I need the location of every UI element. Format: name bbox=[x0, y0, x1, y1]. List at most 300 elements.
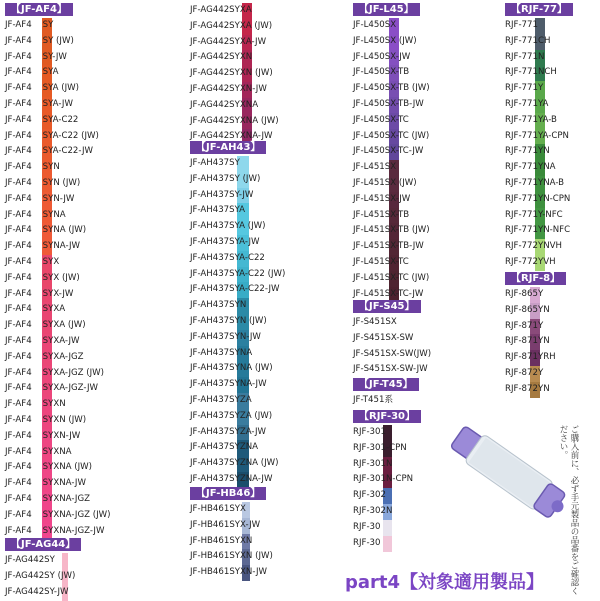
product-code bbox=[505, 319, 543, 334]
code-suffix: SX-TB (JW) bbox=[384, 83, 430, 94]
section-header-t45: 【JF-T45】 bbox=[353, 378, 419, 391]
code-series: 34 bbox=[31, 209, 43, 220]
code-suffix: XA bbox=[239, 5, 252, 15]
code-suffix: XN bbox=[239, 52, 253, 63]
code-prefix: RJF-8 bbox=[505, 304, 528, 315]
code-series: 34 bbox=[31, 193, 43, 204]
code-suffix: SX-TC (JW) bbox=[384, 130, 430, 141]
product-code bbox=[353, 393, 393, 408]
code-series: 42 bbox=[31, 415, 43, 425]
product-code bbox=[353, 144, 423, 159]
code-prefix: RJF-30 bbox=[353, 427, 381, 437]
code-suffix: SX-JW bbox=[384, 51, 411, 62]
product-code bbox=[190, 219, 266, 234]
code-series: 42 bbox=[31, 494, 43, 504]
code-suffix: 1 bbox=[532, 20, 538, 30]
code-prefix: JF-L450 bbox=[353, 146, 385, 157]
code-series: 34 bbox=[31, 99, 43, 109]
code-prefix: JF-L451 bbox=[353, 162, 385, 173]
code-prefix: JF-AF4 bbox=[5, 367, 32, 378]
code-suffix: SYX bbox=[42, 257, 60, 267]
product-code bbox=[190, 235, 259, 250]
code-suffix: 1N bbox=[532, 51, 545, 62]
product-code bbox=[5, 18, 53, 33]
code-suffix: XN bbox=[240, 535, 253, 546]
code-prefix: RJF-77 bbox=[505, 35, 533, 46]
code-prefix: RJF-8 bbox=[505, 289, 528, 299]
code-suffix: SYA-C22 (JW) bbox=[42, 130, 99, 141]
code-prefix: JF-HB461SY bbox=[190, 551, 241, 562]
code-prefix: JF-AF4 bbox=[5, 99, 32, 109]
product-code bbox=[353, 457, 392, 472]
product-code bbox=[190, 440, 258, 455]
code-prefix: JF-L450 bbox=[353, 114, 385, 125]
code-suffix: SYXN (JW) bbox=[42, 415, 87, 425]
code-prefix: RJF-77 bbox=[505, 83, 533, 94]
product-code bbox=[353, 347, 431, 362]
code-suffix: 1Y bbox=[532, 83, 544, 94]
code-suffix: 1YNA bbox=[532, 162, 556, 173]
code-suffix: YZNA-JW bbox=[234, 474, 273, 484]
product-code bbox=[5, 476, 86, 491]
section-header-rjf77: 【RJF-77】 bbox=[505, 3, 573, 16]
code-series: 34 bbox=[31, 162, 43, 173]
code-suffix: SX (JW) bbox=[384, 178, 417, 188]
product-code bbox=[505, 129, 569, 144]
code-suffix: YZA-JW bbox=[234, 426, 267, 437]
code-suffix: YA (JW) bbox=[234, 221, 266, 232]
code-suffix: SYX (JW) bbox=[42, 272, 80, 283]
code-suffix: SX-TB bbox=[384, 209, 410, 220]
code-suffix: SX-JW bbox=[384, 193, 411, 204]
code-prefix: JF-S451SX-SW(JW) bbox=[353, 348, 432, 359]
product-code bbox=[505, 97, 548, 112]
code-prefix: JF-L451 bbox=[353, 241, 385, 252]
filter-cartridge-image bbox=[440, 408, 580, 538]
code-series: 34 bbox=[31, 146, 43, 157]
product-code bbox=[505, 208, 563, 223]
product-code bbox=[353, 488, 386, 503]
product-code bbox=[505, 382, 550, 397]
product-code bbox=[353, 34, 417, 49]
code-prefix: RJF-8 bbox=[505, 352, 528, 363]
product-code bbox=[353, 520, 381, 535]
product-code bbox=[505, 34, 550, 49]
product-code bbox=[5, 350, 84, 365]
code-suffix: 1YN bbox=[532, 146, 550, 157]
product-code bbox=[505, 144, 550, 159]
code-prefix: JF-AF4 bbox=[5, 509, 32, 520]
code-suffix: XA-JW bbox=[239, 36, 267, 47]
code-suffix: SYA (JW) bbox=[42, 83, 80, 94]
code-prefix: JF-AH437S bbox=[190, 442, 235, 453]
code-series: 42 bbox=[31, 320, 43, 331]
code-suffix: SX (JW) bbox=[384, 35, 417, 46]
code-prefix: RJF-77 bbox=[505, 193, 533, 204]
code-prefix: RJF-77 bbox=[505, 178, 533, 188]
code-prefix: JF-AF4 bbox=[5, 320, 32, 331]
code-suffix: SYX-JW bbox=[42, 288, 74, 299]
code-prefix: JF-AF4 bbox=[5, 225, 32, 236]
code-prefix: RJF-77 bbox=[505, 67, 533, 78]
code-prefix: JF-AG442SY bbox=[5, 586, 54, 597]
code-prefix: JF-AF4 bbox=[5, 288, 32, 299]
product-code bbox=[5, 271, 80, 286]
product-code bbox=[190, 502, 246, 517]
code-series: 42 bbox=[31, 478, 43, 489]
product-code bbox=[5, 65, 59, 80]
code-suffix: XN (JW) bbox=[240, 551, 273, 562]
product-code bbox=[5, 287, 73, 302]
section-header-s45: 【JF-S45】 bbox=[353, 300, 421, 313]
code-suffix: 71YRH bbox=[527, 352, 556, 363]
section-header-rjf30: 【RJF-30】 bbox=[353, 410, 421, 423]
product-code bbox=[5, 255, 59, 270]
code-suffix: -JW bbox=[53, 586, 69, 597]
code-prefix: RJF-77 bbox=[505, 225, 533, 236]
product-code bbox=[5, 445, 72, 460]
code-series: 42 bbox=[31, 383, 43, 394]
code-suffix: Y-JW bbox=[234, 189, 254, 200]
product-code bbox=[190, 472, 272, 487]
code-prefix: JF-AF4 bbox=[5, 415, 32, 425]
product-code bbox=[353, 472, 413, 487]
product-code bbox=[5, 302, 65, 317]
code-prefix: JF-AF4 bbox=[5, 525, 32, 536]
code-suffix: YNA bbox=[234, 347, 253, 358]
product-code bbox=[5, 413, 86, 428]
product-code bbox=[190, 251, 265, 266]
product-code bbox=[190, 3, 252, 18]
product-code bbox=[353, 287, 423, 302]
product-code bbox=[353, 97, 424, 112]
code-suffix: SY-JW bbox=[42, 51, 67, 62]
code-prefix: JF-L451 bbox=[353, 209, 385, 220]
code-suffix: SYXNA (JW) bbox=[42, 462, 92, 473]
code-prefix: JF-AF4 bbox=[5, 241, 32, 252]
product-code bbox=[353, 255, 409, 270]
section-header-ah43: 【JF-AH43】 bbox=[190, 141, 266, 154]
product-code bbox=[505, 366, 543, 381]
code-prefix: JF-AH437S bbox=[190, 205, 235, 216]
product-code bbox=[5, 524, 104, 539]
code-prefix: JF-S451SX-SW-JW bbox=[353, 364, 428, 375]
code-prefix: RJF-77 bbox=[505, 257, 533, 267]
code-prefix: RJF-77 bbox=[505, 241, 533, 252]
code-series: 34 bbox=[31, 20, 43, 30]
code-prefix: JF-AF4 bbox=[5, 399, 32, 410]
product-code bbox=[5, 366, 104, 381]
code-prefix: RJF-77 bbox=[505, 162, 533, 173]
code-prefix: RJF-30 bbox=[353, 537, 381, 548]
code-suffix: SY (JW) bbox=[42, 35, 74, 46]
product-code bbox=[190, 361, 273, 376]
code-prefix: JF-AF4 bbox=[5, 336, 32, 346]
code-suffix: SX-TB-JW bbox=[384, 99, 424, 109]
product-code bbox=[353, 81, 430, 96]
product-code bbox=[353, 223, 430, 238]
code-suffix: XNA-JW bbox=[239, 131, 273, 142]
product-code bbox=[353, 504, 392, 519]
product-code bbox=[190, 565, 267, 580]
code-suffix: 1YN-CPN bbox=[532, 193, 571, 204]
code-suffix: YZA bbox=[234, 395, 252, 405]
code-suffix: SYNA bbox=[42, 209, 66, 220]
code-prefix: JF-AF4 bbox=[5, 257, 32, 267]
product-code bbox=[505, 160, 556, 175]
product-code bbox=[5, 113, 78, 128]
code-suffix: 2YVH bbox=[532, 257, 556, 267]
product-code bbox=[5, 223, 86, 238]
product-code bbox=[353, 271, 429, 286]
product-code bbox=[353, 239, 424, 254]
code-suffix: YA-C22-JW bbox=[234, 284, 280, 295]
product-code bbox=[5, 553, 55, 568]
code-prefix: JF-L450 bbox=[353, 35, 385, 46]
code-prefix: JF-S451SX bbox=[353, 317, 397, 327]
code-suffix: SYNA (JW) bbox=[42, 225, 87, 236]
code-prefix: JF-T451系 bbox=[353, 395, 394, 405]
code-suffix: (JW) bbox=[54, 570, 76, 581]
product-code bbox=[5, 129, 99, 144]
product-code bbox=[505, 113, 557, 128]
product-code bbox=[5, 381, 98, 396]
code-suffix: 72Y bbox=[527, 368, 544, 378]
code-prefix: RJF-77 bbox=[505, 209, 533, 220]
code-prefix: JF-AF4 bbox=[5, 130, 32, 141]
code-suffix: 65YN bbox=[527, 304, 550, 315]
code-prefix: JF-AF4 bbox=[5, 51, 32, 62]
code-prefix: RJF-77 bbox=[505, 51, 533, 62]
section-header-ag44: 【JF-AG44】 bbox=[5, 538, 81, 551]
product-code bbox=[505, 176, 564, 191]
code-suffix: YZA (JW) bbox=[234, 410, 273, 421]
code-suffix: 71YN bbox=[527, 336, 550, 347]
section-header-hb46: 【JF-HB46】 bbox=[190, 487, 266, 500]
product-code bbox=[353, 536, 381, 551]
code-prefix: RJF-77 bbox=[505, 130, 533, 141]
code-prefix: RJF-77 bbox=[505, 99, 533, 109]
product-code bbox=[5, 208, 66, 223]
product-code bbox=[190, 456, 279, 471]
product-code bbox=[353, 441, 407, 456]
code-series: 34 bbox=[31, 178, 43, 188]
code-prefix: JF-AH437S bbox=[190, 189, 235, 200]
code-suffix: YA-C22 bbox=[234, 252, 265, 263]
product-code bbox=[190, 66, 273, 81]
code-prefix: JF-L451 bbox=[353, 288, 385, 299]
code-suffix: 1NCH bbox=[532, 67, 557, 78]
product-code bbox=[5, 192, 74, 207]
product-code bbox=[190, 267, 285, 282]
code-suffix: XA (JW) bbox=[239, 20, 273, 31]
code-series: 34 bbox=[31, 35, 43, 46]
code-prefix: JF-L451 bbox=[353, 193, 385, 204]
product-code bbox=[505, 223, 570, 238]
product-code bbox=[505, 192, 570, 207]
code-prefix: RJF-30 bbox=[353, 458, 381, 469]
section-header-l45: 【JF-L45】 bbox=[353, 3, 420, 16]
code-suffix: SYXA-JGZ-JW bbox=[42, 383, 99, 394]
product-code bbox=[190, 377, 267, 392]
code-prefix: JF-AH437S bbox=[190, 158, 235, 168]
code-suffix: SYXNA-JW bbox=[42, 478, 86, 489]
code-prefix: JF-AG442SY bbox=[5, 555, 55, 565]
code-series: 34 bbox=[31, 130, 43, 141]
product-code bbox=[505, 18, 538, 33]
code-suffix: SYNA-JW bbox=[42, 241, 81, 252]
code-suffix: XN-JW bbox=[239, 84, 267, 94]
product-code bbox=[5, 50, 67, 65]
code-prefix: JF-AH437S bbox=[190, 458, 235, 469]
product-code bbox=[190, 156, 240, 171]
code-suffix: SX-TB-JW bbox=[384, 241, 424, 252]
code-prefix: JF-AG442SY bbox=[190, 5, 240, 15]
code-prefix: JF-AF4 bbox=[5, 304, 32, 315]
product-code bbox=[190, 114, 279, 129]
product-code bbox=[353, 315, 397, 330]
code-prefix: JF-HB461SY bbox=[190, 519, 241, 530]
code-series: 42 bbox=[31, 367, 43, 378]
product-code bbox=[5, 397, 66, 412]
footer-title: part4【対象適用製品】 bbox=[345, 572, 545, 593]
code-series: 34 bbox=[31, 83, 43, 94]
code-suffix: SYN bbox=[42, 162, 60, 173]
code-suffix: XN-JW bbox=[240, 567, 267, 578]
code-suffix: SYN-JW bbox=[42, 193, 75, 204]
code-suffix: YZNA (JW) bbox=[234, 458, 279, 469]
product-code bbox=[505, 239, 562, 254]
product-code bbox=[353, 425, 386, 440]
code-suffix: 1 bbox=[380, 427, 386, 437]
code-prefix: JF-AH437S bbox=[190, 331, 235, 342]
code-suffix: XNA (JW) bbox=[239, 115, 279, 126]
product-code bbox=[190, 82, 267, 97]
code-suffix: SYXA-JW bbox=[42, 336, 80, 346]
product-code bbox=[5, 569, 75, 584]
color-swatch bbox=[383, 536, 392, 552]
product-code bbox=[190, 393, 252, 408]
code-suffix: SYA-JW bbox=[42, 99, 73, 109]
product-code bbox=[5, 429, 80, 444]
code-suffix: 2N bbox=[380, 506, 393, 516]
code-suffix: X bbox=[240, 504, 246, 514]
code-suffix: SYN (JW) bbox=[42, 178, 81, 188]
product-code bbox=[190, 534, 252, 549]
code-prefix: JF-AG442SY bbox=[190, 36, 240, 47]
code-series: 42 bbox=[31, 430, 43, 441]
code-suffix: SYXN-JW bbox=[42, 430, 81, 441]
code-suffix: 1YN-NFC bbox=[532, 225, 571, 236]
code-prefix: RJF-77 bbox=[505, 114, 533, 125]
product-code bbox=[5, 334, 80, 349]
product-code bbox=[505, 303, 550, 318]
code-prefix: JF-HB461SY bbox=[190, 504, 241, 514]
code-prefix: JF-AF4 bbox=[5, 20, 32, 30]
code-prefix: RJF-30 bbox=[353, 474, 381, 485]
code-prefix: JF-AF4 bbox=[5, 209, 32, 220]
code-suffix: 1Y-NFC bbox=[532, 209, 563, 220]
product-code bbox=[190, 172, 260, 187]
section-header-af4: 【JF-AF4】 bbox=[5, 3, 73, 16]
code-suffix: YZNA bbox=[234, 442, 259, 453]
code-suffix: XNA bbox=[239, 99, 259, 110]
product-code bbox=[353, 176, 417, 191]
product-code bbox=[505, 350, 556, 365]
code-prefix: JF-AF4 bbox=[5, 494, 32, 504]
code-suffix: SX bbox=[384, 162, 397, 173]
code-series: 34 bbox=[31, 114, 43, 125]
code-suffix: YA-C22 (JW) bbox=[234, 268, 286, 279]
code-suffix: SX-TC bbox=[384, 257, 409, 267]
product-code bbox=[505, 287, 543, 302]
code-prefix: RJF-77 bbox=[505, 20, 533, 30]
code-suffix: SYXNA bbox=[42, 446, 72, 457]
product-code bbox=[353, 331, 413, 346]
code-prefix: JF-AH437S bbox=[190, 316, 235, 326]
code-suffix: SX bbox=[384, 20, 397, 30]
code-prefix: JF-AH437S bbox=[190, 252, 235, 263]
product-code bbox=[353, 113, 409, 128]
code-suffix: SYXNA-JGZ bbox=[42, 494, 90, 504]
code-suffix: SYXA-JGZ (JW) bbox=[42, 367, 105, 378]
product-code bbox=[190, 518, 260, 533]
code-prefix: JF-AG442SY bbox=[190, 99, 240, 110]
code-prefix: JF-AG442SY bbox=[190, 131, 240, 142]
product-code bbox=[5, 160, 60, 175]
code-suffix: SX-TC-JW bbox=[384, 288, 424, 299]
product-code bbox=[5, 508, 110, 523]
product-code bbox=[190, 314, 267, 329]
code-prefix: JF-L450 bbox=[353, 83, 385, 94]
section-header-rjf8: 【RJF-8】 bbox=[505, 272, 566, 285]
code-suffix: SYA bbox=[42, 67, 59, 78]
code-prefix: JF-AF4 bbox=[5, 383, 32, 394]
code-suffix: SX-TB bbox=[384, 67, 410, 78]
code-prefix: RJF-77 bbox=[505, 146, 533, 157]
product-code bbox=[5, 318, 86, 333]
code-prefix: JF-AF4 bbox=[5, 162, 32, 173]
code-prefix: JF-L451 bbox=[353, 272, 385, 283]
code-prefix: JF-AH437S bbox=[190, 221, 235, 232]
code-prefix: JF-L450 bbox=[353, 51, 385, 62]
code-suffix: 1YNA-B bbox=[532, 178, 565, 188]
code-prefix: JF-AF4 bbox=[5, 430, 32, 441]
code-suffix: 1N bbox=[380, 458, 393, 469]
code-prefix: JF-AG442SY bbox=[190, 20, 240, 31]
product-code bbox=[190, 298, 246, 313]
code-suffix: SX-TC-JW bbox=[384, 146, 424, 157]
product-code bbox=[190, 35, 266, 50]
product-code bbox=[5, 492, 90, 507]
product-code bbox=[190, 425, 266, 440]
product-code bbox=[353, 362, 428, 377]
code-suffix: SYXA-JGZ bbox=[42, 351, 84, 362]
code-prefix: JF-L451 bbox=[353, 178, 385, 188]
code-prefix: JF-AH437S bbox=[190, 300, 235, 311]
code-series: 42 bbox=[31, 336, 43, 346]
code-prefix: JF-AH437S bbox=[190, 474, 235, 484]
code-suffix: YN (JW) bbox=[234, 316, 267, 326]
code-prefix: JF-AH437S bbox=[190, 379, 235, 390]
code-series: 42 bbox=[31, 304, 43, 315]
product-code bbox=[190, 19, 272, 34]
code-suffix: 65Y bbox=[527, 289, 544, 299]
code-prefix: JF-AF4 bbox=[5, 178, 32, 188]
product-code bbox=[190, 282, 280, 297]
code-suffix: YNA (JW) bbox=[234, 363, 273, 374]
code-prefix: JF-AG442SY bbox=[190, 115, 240, 126]
